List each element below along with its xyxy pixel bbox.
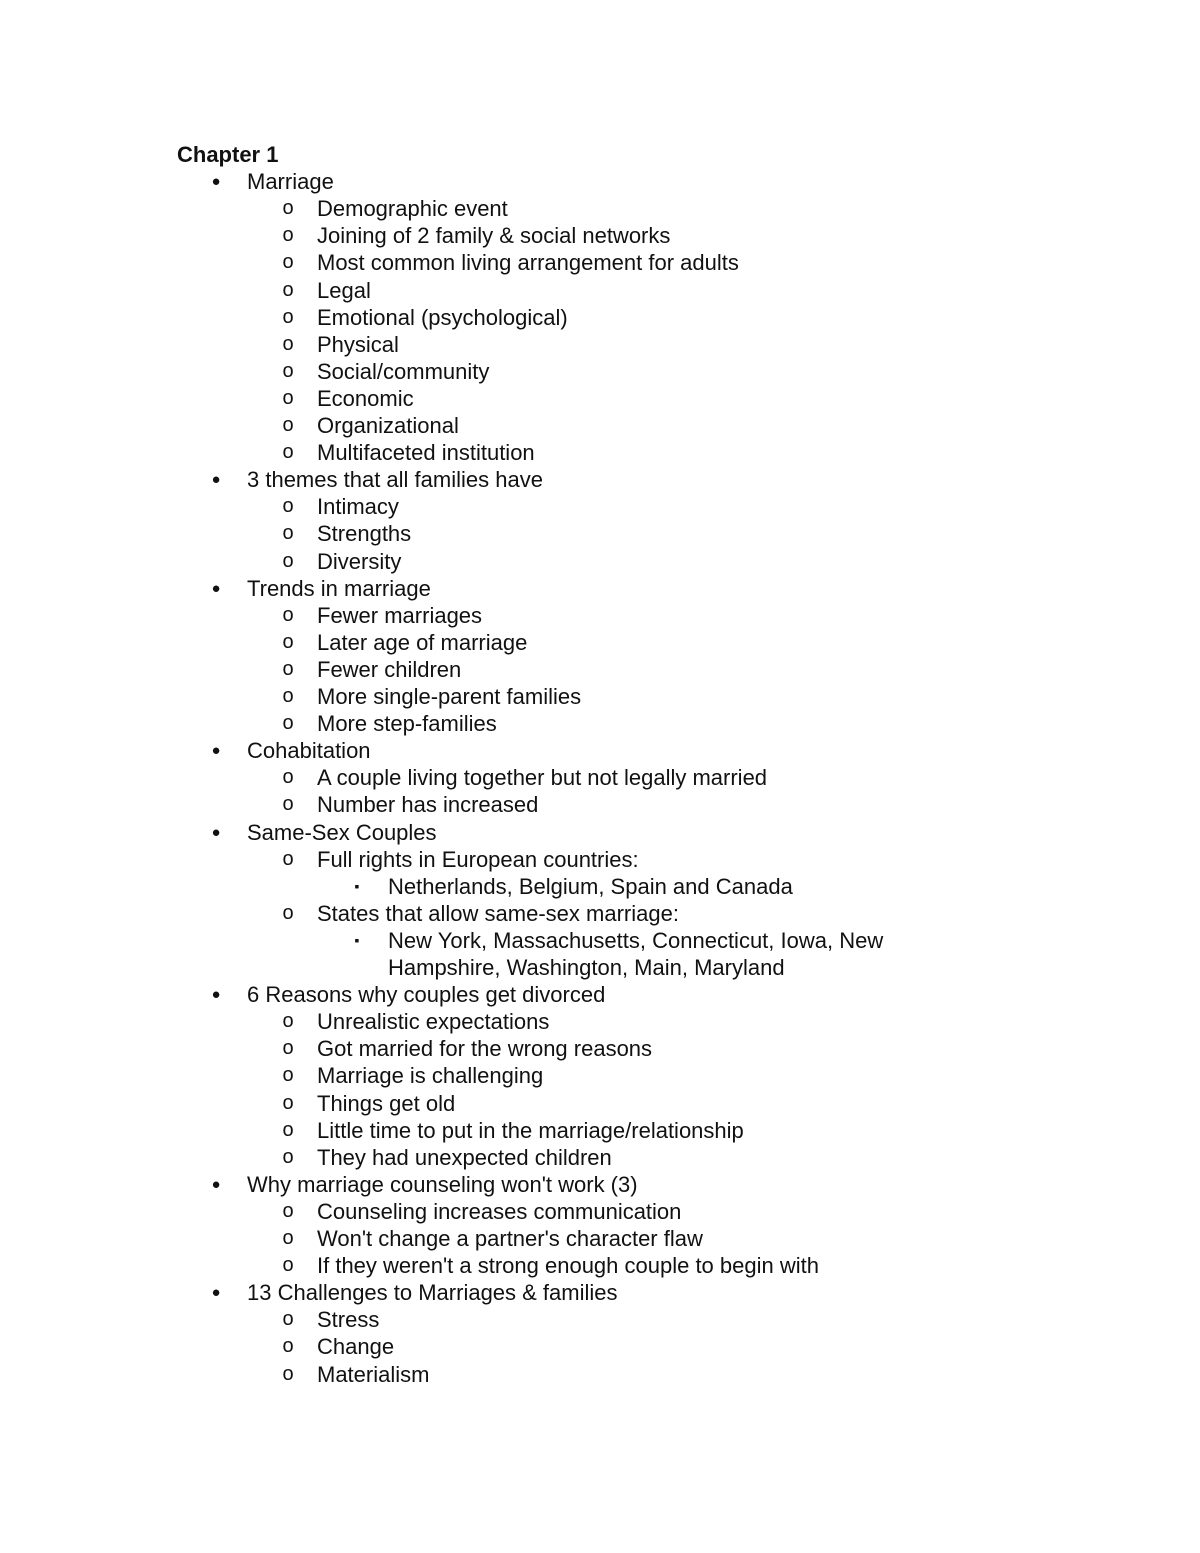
bullet-marker-icon: o [282,387,294,409]
outline-item-text: Netherlands, Belgium, Spain and Canada [388,874,793,899]
outline-item-text: 6 Reasons why couples get divorced [247,982,606,1007]
bullet-marker-icon: o [282,902,294,924]
outline-item-text: Social/community [317,359,490,384]
bullet-marker-icon: ● [211,580,221,597]
outline-item-level-3 [0,873,1200,900]
outline-item-text: Fewer marriages [317,603,483,628]
bullet-marker-icon: o [282,306,294,328]
outline-item-level-2 [0,277,1200,304]
outline-item-text: Hampshire, Washington, Main, Maryland [388,955,785,980]
outline-item-level-1 [0,737,1200,764]
outline-item-text: Materialism [317,1362,430,1387]
bullet-marker-icon: o [282,414,294,436]
bullet-marker-icon: o [282,1037,294,1059]
outline-item-text: 13 Challenges to Marriages & families [247,1280,618,1305]
outline-item-text: Number has increased [317,792,539,817]
outline-item-level-2 [0,1361,1200,1388]
bullet-marker-icon: o [282,333,294,355]
bullet-marker-icon: ● [211,824,221,841]
bullet-marker-icon: o [282,1363,294,1385]
outline-item-text: Marriage [247,169,334,194]
bullet-marker-icon: ▪ [354,932,360,948]
outline-item-text: Diversity [317,549,402,574]
outline-item-text: Multifaceted institution [317,440,535,465]
outline-item-level-2 [0,1252,1200,1279]
outline-item-level-2 [0,710,1200,737]
outline-item-level-2 [0,1306,1200,1333]
outline-item-text: Won't change a partner's character flaw [317,1226,703,1251]
outline-item-level-2 [0,1090,1200,1117]
outline-item-level-2 [0,1225,1200,1252]
outline-item-text: Physical [317,332,399,357]
bullet-marker-icon: o [282,1119,294,1141]
outline-item-level-2 [0,683,1200,710]
outline-item-level-1 [0,981,1200,1008]
outline-item-level-1 [0,1171,1200,1198]
outline-item-level-2 [0,602,1200,629]
outline-item-level-2 [0,629,1200,656]
outline-item-text: They had unexpected children [317,1145,612,1170]
outline-item-text: New York, Massachusetts, Connecticut, Iowa, New [388,928,884,953]
bullet-marker-icon: o [282,251,294,273]
bullet-marker-icon: o [282,441,294,463]
outline-item-text: Joining of 2 family & social networks [317,223,671,248]
outline-item-level-1 [0,1279,1200,1306]
outline-item-level-1 [0,168,1200,195]
outline-item-level-2 [0,1035,1200,1062]
outline-item-level-2 [0,656,1200,683]
outline-item-text: Cohabitation [247,738,371,763]
outline-item-text: Full rights in European countries: [317,847,639,872]
outline-item-text: More single-parent families [317,684,582,709]
bullet-marker-icon: o [282,1227,294,1249]
outline-item-level-2 [0,846,1200,873]
bullet-marker-icon: o [282,1254,294,1276]
bullet-marker-icon: o [282,522,294,544]
outline-item-level-2 [0,764,1200,791]
bullet-marker-icon: o [282,685,294,707]
outline-item-text: Intimacy [317,494,399,519]
outline-item-text: A couple living together but not legally married [317,765,768,790]
outline-item-level-3 [0,927,1200,954]
outline-item-level-2 [0,1144,1200,1171]
outline-item-text: Economic [317,386,414,411]
outline-item-level-2 [0,195,1200,222]
outline-item-level-1 [0,819,1200,846]
outline-item-text: Things get old [317,1091,456,1116]
outline-item-level-2 [0,358,1200,385]
outline-item-level-2 [0,900,1200,927]
outline-item-level-1 [0,466,1200,493]
outline-item-level-2 [0,385,1200,412]
outline-item-text: Fewer children [317,657,462,682]
bullet-marker-icon: o [282,1308,294,1330]
outline-item-text: Why marriage counseling won't work (3) [247,1172,638,1197]
bullet-marker-icon: o [282,279,294,301]
outline-item-text: Organizational [317,413,459,438]
bullet-marker-icon: ● [211,173,221,190]
bullet-marker-icon: o [282,1092,294,1114]
bullet-marker-icon: o [282,658,294,680]
bullet-marker-icon: o [282,766,294,788]
bullet-marker-icon: o [282,495,294,517]
bullet-marker-icon: o [282,712,294,734]
outline-item-text: Demographic event [317,196,508,221]
outline-item-level-2 [0,520,1200,547]
outline-item-text: Got married for the wrong reasons [317,1036,653,1061]
bullet-marker-icon: o [282,224,294,246]
outline-item-level-2 [0,1008,1200,1035]
outline-item-text: Counseling increases communication [317,1199,682,1224]
bullet-marker-icon: o [282,197,294,219]
outline-item-text: Marriage is challenging [317,1063,544,1088]
outline-item-level-2 [0,1333,1200,1360]
bullet-marker-icon: o [282,604,294,626]
outline-item-level-2 [0,304,1200,331]
bullet-marker-icon: ● [211,742,221,759]
outline-item-text: Stress [317,1307,380,1332]
bullet-marker-icon: o [282,1335,294,1357]
outline-item-text: More step-families [317,711,497,736]
bullet-marker-icon: ● [211,1284,221,1301]
bullet-marker-icon: o [282,1064,294,1086]
bullet-marker-icon: o [282,793,294,815]
outline-item-level-2 [0,548,1200,575]
bullet-marker-icon: o [282,550,294,572]
outline-item-level-2 [0,1062,1200,1089]
outline-item-text: Same-Sex Couples [247,820,437,845]
outline-item-text: If they weren't a strong enough couple to begin with [317,1253,819,1278]
bullet-marker-icon: o [282,1010,294,1032]
outline-item-level-2 [0,439,1200,466]
outline-item-text: Strengths [317,521,412,546]
outline-item-level-2 [0,331,1200,358]
outline-item-text: Legal [317,278,371,303]
outline-item-text: Trends in marriage [247,576,431,601]
outline-item-level-2 [0,791,1200,818]
outline-item-text: 3 themes that all families have [247,467,543,492]
outline-item-text: Unrealistic expectations [317,1009,550,1034]
bullet-marker-icon: o [282,631,294,653]
bullet-marker-icon: o [282,1146,294,1168]
outline-item-text: Change [317,1334,395,1359]
bullet-marker-icon: ● [211,471,221,488]
outline-item-text: Later age of marriage [317,630,528,655]
outline-item-text: Emotional (psychological) [317,305,568,330]
page-title: Chapter 1 [177,142,279,167]
outline-item-level-2 [0,249,1200,276]
bullet-marker-icon: o [282,848,294,870]
outline-item-text: Little time to put in the marriage/relationship [317,1118,744,1143]
outline-item-level-2 [0,1198,1200,1225]
outline-item-text: Most common living arrangement for adults [317,250,739,275]
bullet-marker-icon: ● [211,1176,221,1193]
outline-item-level-2 [0,493,1200,520]
outline-item-level-2 [0,1117,1200,1144]
bullet-marker-icon: o [282,360,294,382]
outline-item-level-1 [0,575,1200,602]
outline-item-level-2 [0,222,1200,249]
bullet-marker-icon: ▪ [354,878,360,894]
bullet-marker-icon: ● [211,986,221,1003]
outline-item-level-2 [0,412,1200,439]
outline-item-text: States that allow same-sex marriage: [317,901,679,926]
outline-item-level-3 [0,954,1200,981]
bullet-marker-icon: o [282,1200,294,1222]
